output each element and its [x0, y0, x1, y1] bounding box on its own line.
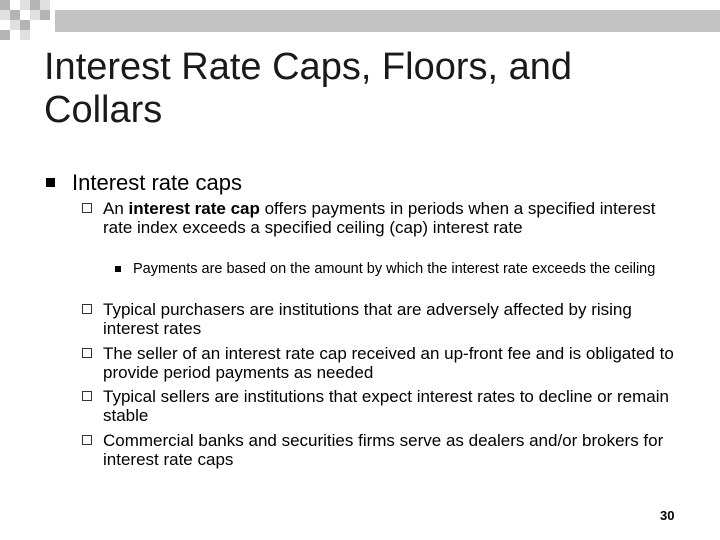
bullet-text: An interest rate cap offers payments in periods when a specified interest rate index exceeds a specified ceiling (cap) interest rate — [103, 199, 656, 237]
bullet-text: The seller of an interest rate cap received an up-front fee and is obligated to provide period payments as needed — [103, 344, 674, 382]
hollow-square-bullet-icon — [82, 348, 92, 358]
bold-term: interest rate cap — [128, 199, 260, 218]
bullet-text: Typical purchasers are institutions that are adversely affected by rising interest rates — [103, 300, 632, 338]
bullet-text: Commercial banks and securities firms serve as dealers and/or brokers for interest rate caps — [103, 431, 664, 469]
hollow-square-bullet-icon — [82, 304, 92, 314]
bullet-text: Interest rate caps — [72, 170, 242, 195]
hollow-square-bullet-icon — [82, 391, 92, 401]
hollow-square-bullet-icon — [82, 435, 92, 445]
bullet-text: Payments are based on the amount by which the interest rate exceeds the ceiling — [133, 261, 656, 277]
header-bar — [55, 10, 720, 32]
hollow-square-bullet-icon — [82, 203, 92, 213]
square-bullet-icon — [115, 266, 121, 272]
slide-title: Interest Rate Caps, Floors, and Collars — [44, 46, 573, 131]
bullet-text: Typical sellers are institutions that expect interest rates to decline or remain stable — [103, 387, 669, 425]
header-checker-pattern — [0, 0, 720, 40]
page-number: 30 — [660, 508, 675, 523]
square-bullet-icon — [46, 178, 55, 187]
